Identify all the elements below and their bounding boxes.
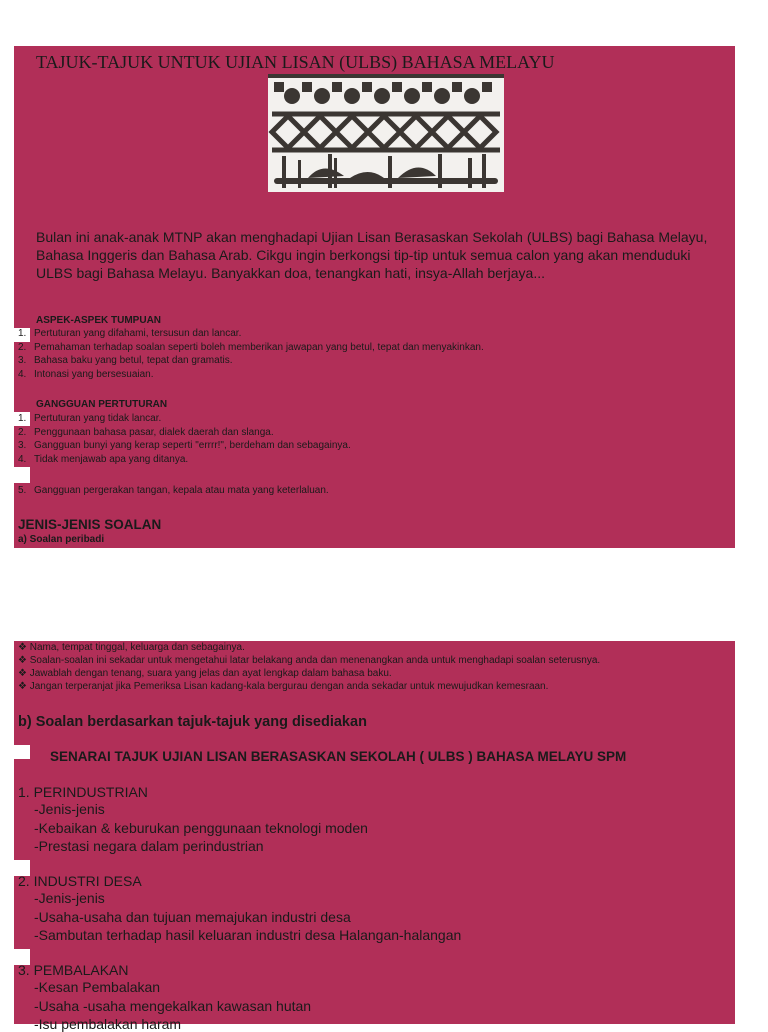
list-item: Pertuturan yang tidak lancar. [34,413,162,424]
list-item-number: 3. [18,440,27,451]
list-item: Tidak menjawab apa yang ditanya. [34,453,189,465]
topic-point: -Sambutan terhadap hasil keluaran industri desa Halangan-halangan [34,927,462,943]
list-item-number: 4. [18,453,27,465]
topic-point: -Jenis-jenis [34,801,105,817]
page-title: TAJUK-TAJUK UNTUK UJIAN LISAN (ULBS) BAHASA MELAYU [36,52,555,72]
list-item: Gangguan bunyi yang kerap seperti "errrr!", berdeham dan sebagainya. [34,440,351,451]
list-item: Bahasa baku yang betul, tepat dan gramatis. [34,355,233,366]
list-item: Penggunaan bahasa pasar, dialek daerah dan slanga. [34,426,274,438]
topic-point: -Prestasi negara dalam perindustrian [34,838,264,854]
list-item-number: 4. [18,368,27,380]
list-item: Intonasi yang bersesuaian. [34,368,154,380]
topic-title: 1. PERINDUSTRIAN [18,784,148,800]
document-page-1 [14,46,735,548]
document-page-2 [14,641,735,1032]
list-item-number: 2. [18,426,27,438]
bullet-item: ❖ Soalan-soalan ini sekadar untuk mengetahui latar belakang anda dan menenangkan anda untuk menghadapi soalan seterusnya. [18,655,601,666]
topic-title: 2. INDUSTRI DESA [18,873,142,889]
topic-point: -Kesan Pembalakan [34,979,161,995]
list-item-number: 3. [18,355,27,366]
list-item-number: 2. [18,341,27,353]
topic-point: -Kebaikan & keburukan penggunaan teknologi moden [34,819,368,836]
senarai-heading: SENARAI TAJUK UJIAN LISAN BERASASKAN SEKOLAH ( ULBS ) BAHASA MELAYU SPM [50,749,627,764]
topic-point: -Jenis-jenis [34,890,105,906]
topic-title: 3. PEMBALAKAN [18,962,129,978]
list-marker-gap [14,745,30,759]
list-item-number: 1. [18,328,27,339]
bullet-item: ❖ Nama, tempat tinggal, keluarga dan sebagainya. [18,642,245,653]
list-item-number: 1. [18,413,27,424]
gangguan-heading: GANGGUAN PERTUTURAN [36,399,168,410]
sub-b-heading: b) Soalan berdasarkan tajuk-tajuk yang disediakan [18,714,367,730]
list-item: Gangguan pergerakan tangan, kepala atau mata yang keterlaluan. [34,485,329,496]
bullet-item: ❖ Jawablah dengan tenang, suara yang jelas dan ayat lengkap dalam bahasa baku. [18,668,392,679]
aspek-heading: ASPEK-ASPEK TUMPUAN [36,315,162,326]
list-item: Pemahaman terhadap soalan seperti boleh memberikan jawapan yang betul, tepat dan menyakinkan. [34,341,484,353]
list-item-number: 5. [18,485,27,496]
topic-point: -Usaha-usaha dan tujuan memajukan industri desa [34,908,351,925]
bullet-item: ❖ Jangan terperanjat jika Pemeriksa Lisan kadang-kala bergurau dengan anda sekadar untuk mewujudkan kemesraan. [18,681,549,692]
jenis-heading: JENIS-JENIS SOALAN [18,517,162,532]
intro-paragraph: Bulan ini anak-anak MTNP akan menghadapi Ujian Lisan Berasaskan Sekolah (ULBS) bagi Bahasa Melayu, Bahasa Inggeris dan Bahasa Arab. Cikgu ingin berkongsi tip-tip untuk semua calon yang akan menduduki ULBS bagi Bahasa Melayu. Banyakkan doa, tenangkan hati, insya-Allah berjaya... [36,229,708,281]
list-item: Pertuturan yang difahami, tersusun dan lancar. [34,328,242,339]
topic-point: -Usaha -usaha mengekalkan kawasan hutan [34,997,312,1014]
sub-a-heading: a) Soalan peribadi [18,534,105,545]
bismillah-calligraphy-image [268,74,504,192]
list-marker-gap [14,467,30,483]
topic-point: -Isu pembalakan haram [34,1016,182,1032]
